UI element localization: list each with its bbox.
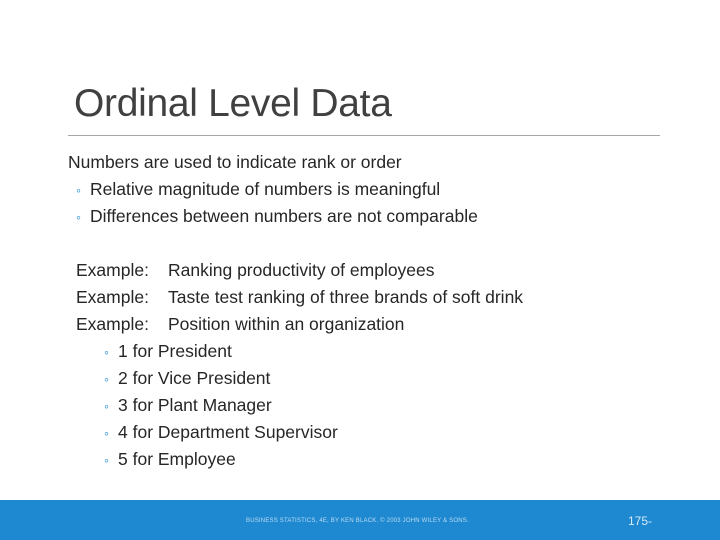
example-text: Ranking productivity of employees xyxy=(168,260,435,280)
example-line xyxy=(76,284,523,311)
bullet-icon: ◦ xyxy=(104,452,109,468)
definition-bullet-text: Relative magnitude of numbers is meaningful xyxy=(90,179,441,199)
example-label: Example: xyxy=(76,287,149,307)
bullet-icon: ◦ xyxy=(104,398,109,414)
example-label: Example: xyxy=(76,260,149,280)
definition-bullet xyxy=(76,176,440,204)
example-label: Example: xyxy=(76,314,149,334)
page-number: 175- xyxy=(628,514,653,528)
bullet-icon: ◦ xyxy=(104,371,109,387)
definition-bullet xyxy=(76,203,478,231)
example-text: Position within an organization xyxy=(168,314,405,334)
position-text: 2 for Vice President xyxy=(118,368,271,388)
bullet-icon: ◦ xyxy=(104,425,109,441)
slide-title: Ordinal Level Data xyxy=(74,82,392,125)
definition-text: Numbers are used to indicate rank or order xyxy=(68,152,402,172)
position-item xyxy=(104,338,232,366)
example-line xyxy=(76,257,435,284)
definition-bullet-text: Differences between numbers are not comparable xyxy=(90,206,478,226)
position-text: 3 for Plant Manager xyxy=(118,395,272,415)
example-line xyxy=(76,311,404,338)
position-text: 4 for Department Supervisor xyxy=(118,422,338,442)
position-item xyxy=(104,392,272,420)
position-item xyxy=(104,419,338,447)
position-item xyxy=(104,446,236,474)
position-text: 1 for President xyxy=(118,341,232,361)
example-text: Taste test ranking of three brands of soft drink xyxy=(168,287,524,307)
bullet-icon: ◦ xyxy=(76,209,81,225)
title-divider xyxy=(68,135,660,136)
footer-bar xyxy=(0,500,720,540)
footer-credit: BUSINESS STATISTICS, 4E, BY KEN BLACK. © 2003 JOHN WILEY & SONS. xyxy=(246,518,469,524)
position-item xyxy=(104,365,270,393)
position-text: 5 for Employee xyxy=(118,449,236,469)
bullet-icon: ◦ xyxy=(76,182,81,198)
bullet-icon: ◦ xyxy=(104,344,109,360)
